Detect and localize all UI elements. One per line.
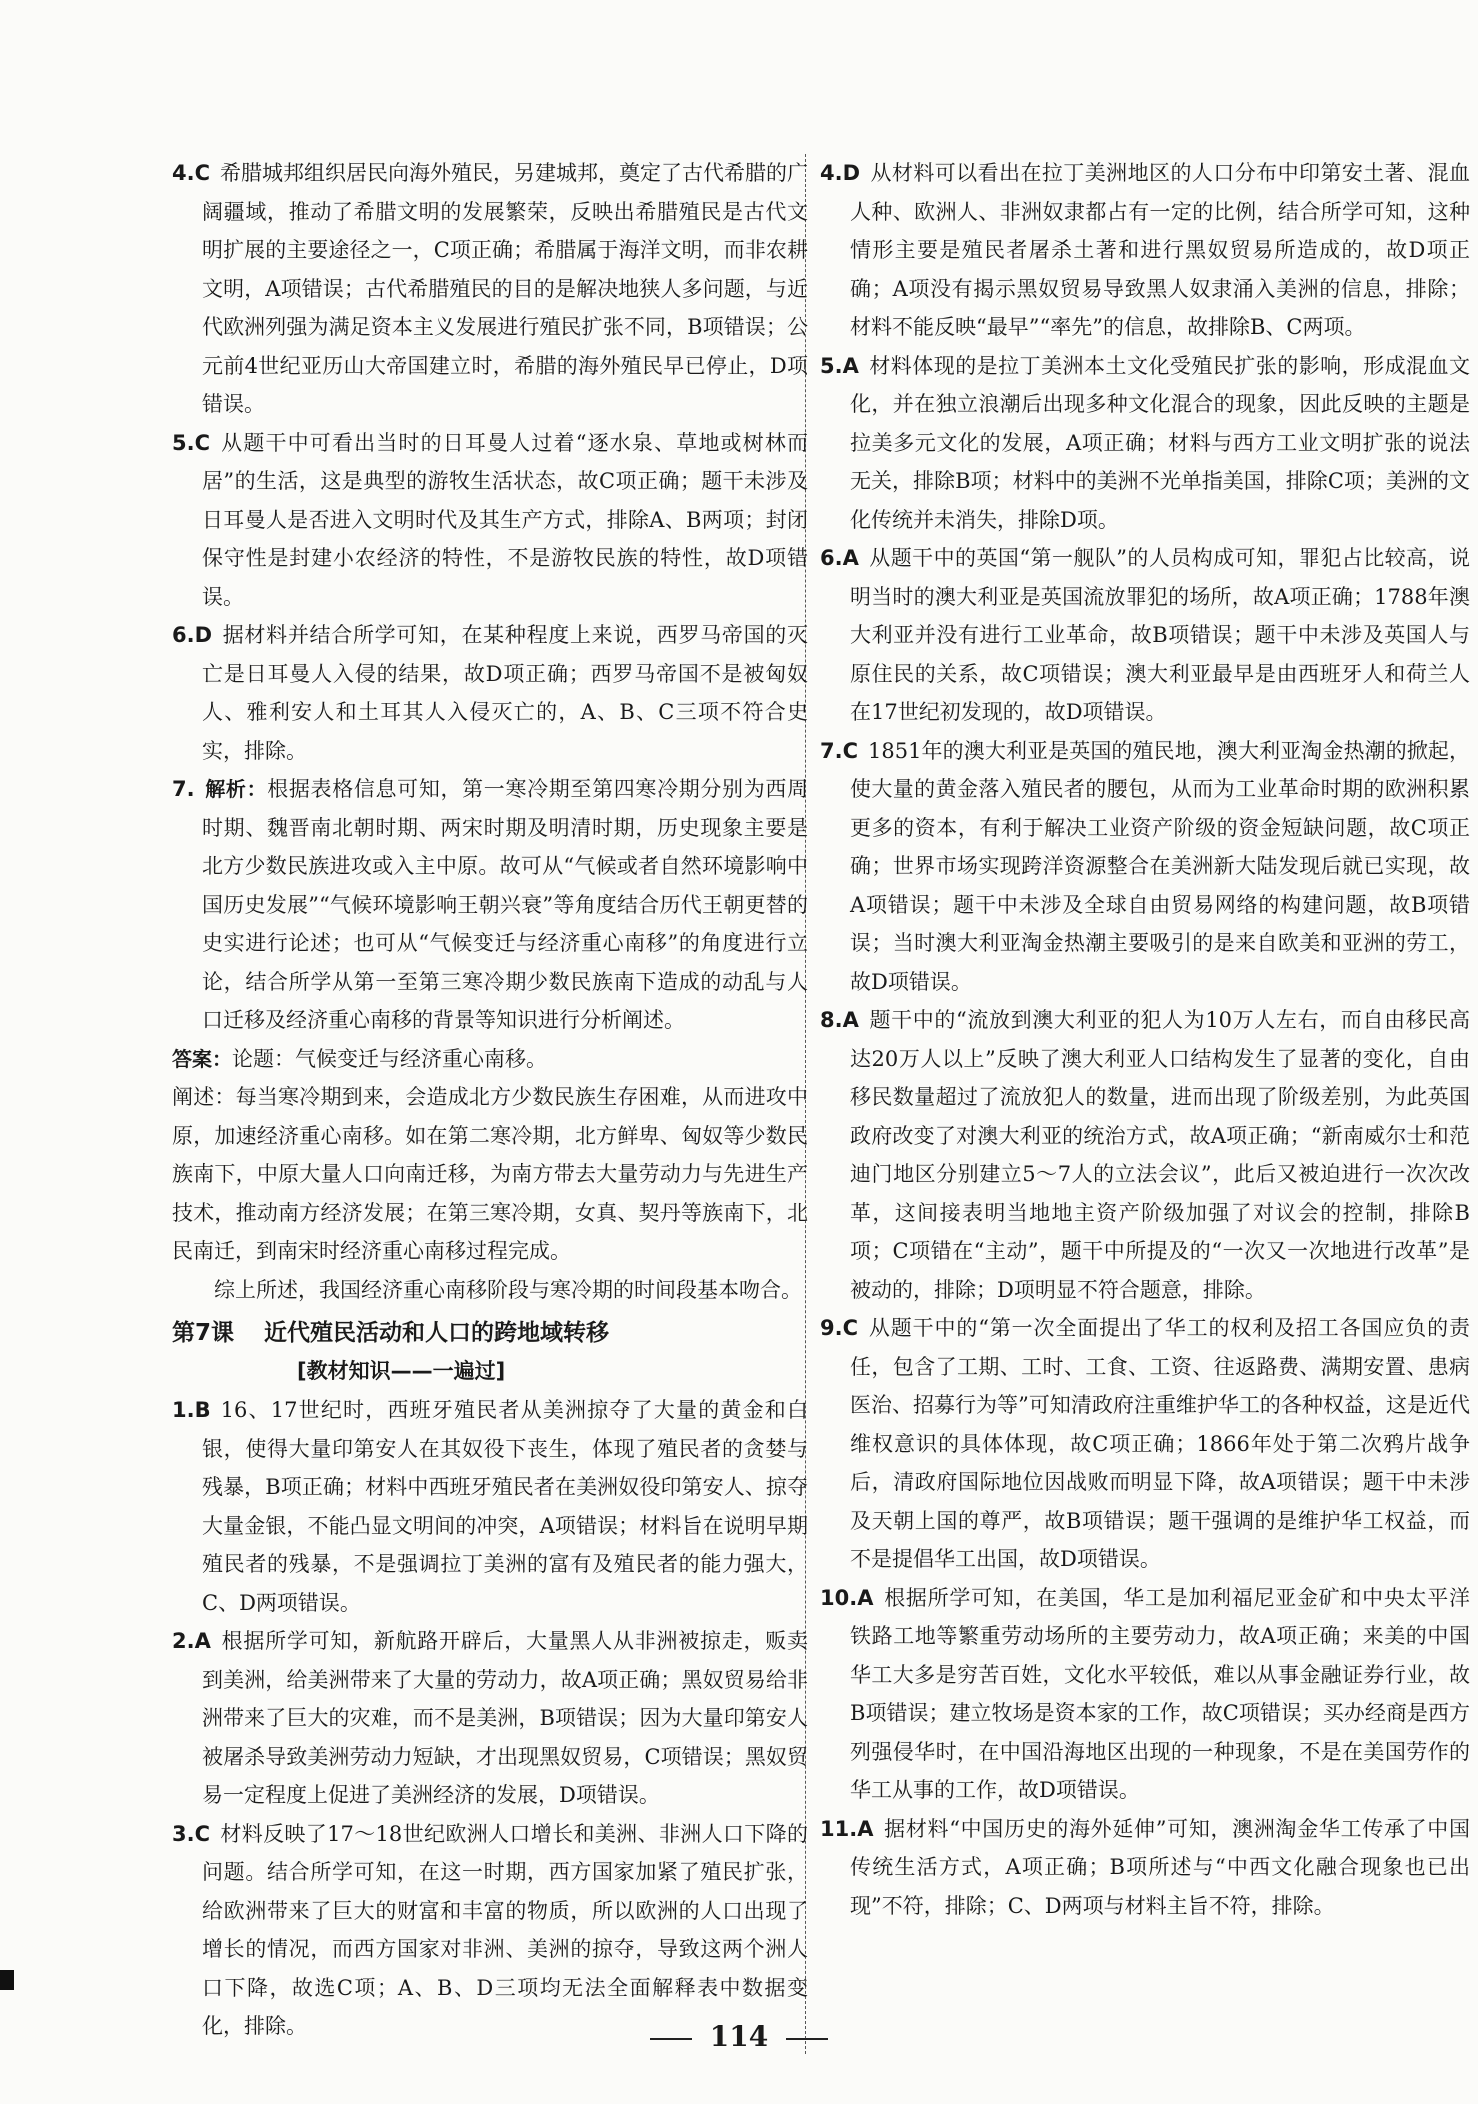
lesson-answer-9: 9.C 从题干中的“第一次全面提出了华工的权利及招工各国应负的责任，包含了工期、工时、工食、工资、往返路费、满期安置、患病医治、招募行为等”可知清政府注重维护华工的各种权益，这是近代维权意识的具体体现，故C项正确；1866年处于第二次鸦片战争后，清政府国际地位因战败而明显下降，故A项错误；题干中未涉及天朝上国的尊严，故B项错误；题干强调的是维护华工权益，而不是提倡华工出国，故D项错误。 — [820, 1316, 1470, 1571]
lesson-title — [172, 1313, 808, 1353]
answer-thesis: 答案：论题：气候变迁与经济重心南移。 — [172, 1046, 547, 1071]
lesson-answer-4: 4.D 从材料可以看出在拉丁美洲地区的人口分布中印第安土著、混血人种、欧洲人、非洲奴隶都占有一定的比例，结合所学可知，这种情形主要是殖民者屠杀土著和进行黑奴贸易所造成的，故D项正确；A项没有揭示黑奴贸易导致黑人奴隶涌入美洲的信息，排除；材料不能反映“最早”“率先”的信息，故排除B、C两项。 — [820, 161, 1470, 339]
lesson-number: 第7课 — [172, 1320, 235, 1346]
answer-item-7: 7. 解析：根据表格信息可知，第一寒冷期至第四寒冷期分别为西周时期、魏晋南北朝时期、两宋时期及明清时期，历史现象主要是北方少数民族进攻或入主中原。故可从“气候或者自然环境影响中国历史发展”“气候环境影响王朝兴衰”等角度结合历代王朝更替的史实进行论述；也可从“气候变迁与经济重心南移”的角度进行立论，结合所学从第一至第三寒冷期少数民族南下造成的动乱与人口迁移及经济重心南移的背景等知识进行分析阐述。 — [172, 777, 809, 1032]
lesson-answer-5: 5.A 材料体现的是拉丁美洲本土文化受殖民扩张的影响，形成混血文化，并在独立浪潮后出现多种文化混合的现象，因此反映的主题是拉美多元文化的发展，A项正确；材料与西方工业文明扩张的说法无关，排除B项；材料中的美洲不光单指美国，排除C项；美洲的文化传统并未消失，排除D项。 — [820, 353, 1470, 532]
lesson-answer-2: 2.A 根据所学可知，新航路开辟后，大量黑人从非洲被掠走，贩卖到美洲，给美洲带来了大量的劳动力，故A项正确；黑奴贸易给非洲带来了巨大的灾难，而不是美洲，B项错误；因为大量印第安人被屠杀导致美洲劳动力短缺，才出现黑奴贸易，C项错误；黑奴贸易一定程度上促进了美洲经济的发展，D项错误。 — [172, 1629, 808, 1807]
answer-item-4: 4.C 希腊城邦组织居民向海外殖民，另建城邦，奠定了古代希腊的广阔疆域，推动了希腊文明的发展繁荣，反映出希腊殖民是古代文明扩展的主要途径之一，C项正确；希腊属于海洋文明，而非农耕文明，A项错误；古代希腊殖民的目的是解决地狭人多问题，与近代欧洲列强为满足资本主义发展进行殖民扩张不同，B项错误；公元前4世纪亚历山大帝国建立时，希腊的海外殖民早已停止，D项错误。 — [172, 161, 809, 416]
lesson-answer-1: 1.B 16、17世纪时，西班牙殖民者从美洲掠夺了大量的黄金和白银，使得大量印第安人在其奴役下丧生，体现了殖民者的贪婪与残暴，B项正确；材料中西班牙殖民者在美洲奴役印第安人、掠夺大量金银，不能凸显文明间的冲突，A项错误；材料旨在说明早期殖民者的残暴，不是强调拉丁美洲的富有及殖民者的能力强大，C、D两项错误。 — [172, 1398, 808, 1615]
answer-body: 阐述：每当寒冷期到来，会造成北方少数民族生存困难，从而进攻中原，加速经济重心南移。如在第二寒冷期，北方鲜卑、匈奴等少数民族南下，中原大量人口向南迁移，为南方带去大量劳动力与先进生产技术，推动南方经济发展；在第三寒冷期，女真、契丹等族南下，北民南迁，到南宋时经济重心南移过程完成。 — [172, 1085, 808, 1263]
lesson-answer-10: 10.A 根据所学可知，在美国，华工是加利福尼亚金矿和中央太平洋铁路工地等繁重劳动场所的主要劳动力，故A项正确；来美的中国华工大多是穷苦百姓，文化水平较低，难以从事金融证券行业，故B项错误；建立牧场是资本家的工作，故C项错误；买办经商是西方列强侵华时，在中国沿海地区出现的一种现象，不是在美国劳作的华工从事的工作，故D项错误。 — [820, 1585, 1470, 1802]
lesson-answer-6: 6.A 从题干中的英国“第一舰队”的人员构成可知，罪犯占比较高，说明当时的澳大利亚是英国流放罪犯的场所，故A项正确；1788年澳大利亚并没有进行工业革命，故B项错误；题干中未涉及英国人与原住民的关系，故C项错误；澳大利亚最早是由西班牙人和荷兰人在17世纪初发现的，故D项错误。 — [820, 546, 1470, 724]
left-column — [172, 154, 808, 2046]
page-number: 114 — [0, 2020, 1478, 2053]
lesson-name: 近代殖民活动和人口的跨地域转移 — [264, 1320, 610, 1346]
answer-conclusion: 综上所述，我国经济重心南移阶段与寒冷期的时间段基本吻合。 — [214, 1277, 802, 1302]
edge-mark — [0, 1970, 14, 1990]
right-column — [820, 154, 1470, 1925]
lesson-answer-7: 7.C 1851年的澳大利亚是英国的殖民地，澳大利亚淘金热潮的掀起，使大量的黄金落入殖民者的腰包，从而为工业革命时期的欧洲积累更多的资本，有利于解决工业资产阶级的资金短缺问题，故C项正确；世界市场实现跨洋资源整合在美洲新大陆发现后就已实现，故A项错误；题干中未涉及全球自由贸易网络的构建问题，故B项错误；当时澳大利亚淘金热潮主要吸引的是来自欧美和亚洲的劳工，故D项错误。 — [820, 738, 1470, 994]
answer-item-6: 6.D 据材料并结合所学可知，在某种程度上来说，西罗马帝国的灭亡是日耳曼人入侵的结果，故D项正确；西罗马帝国不是被匈奴人、雅利安人和土耳其人入侵灭亡的，A、B、C三项不符合史实，排除。 — [172, 623, 808, 763]
lesson-answer-8: 8.A 题干中的“流放到澳大利亚的犯人为10万人左右，而自由移民高达20万人以上”反映了澳大利亚人口结构发生了显著的变化，自由移民数量超过了流放犯人的数量，进而出现了阶级差别，为此英国政府改变了对澳大利亚的统治方式，故A项正确；“新南威尔士和范迪门地区分别建立5～7人的立法会议”，此后又被迫进行一次次改革，这间接表明当地地主资产阶级加强了对议会的控制，排除B项；C项错在“主动”，题干中所提及的“一次又一次地进行改革”是被动的，排除；D项明显不符合题意，排除。 — [820, 1008, 1470, 1302]
answer-item-5: 5.C 从题干中可看出当时的日耳曼人过着“逐水泉、草地或树林而居”的生活，这是典型的游牧生活状态，故C项正确；题干未涉及日耳曼人是否进入文明时代及其生产方式，排除A、B两项；封闭保守性是封建小农经济的特性，不是游牧民族的特性，故D项错误。 — [172, 430, 808, 609]
section-tag: [教材知识——一遍过] — [297, 1359, 506, 1383]
lesson-answer-11: 11.A 据材料“中国历史的海外延伸”可知，澳洲淘金华工传承了中国传统生活方式，A项正确；B项所述与“中西文化融合现象也已出现”不符，排除；C、D两项与材料主旨不符，排除。 — [820, 1816, 1470, 1918]
lesson-answer-3: 3.C 材料反映了17～18世纪欧洲人口增长和美洲、非洲人口下降的问题。结合所学可知，在这一时期，西方国家加紧了殖民扩张，给欧洲带来了巨大的财富和丰富的物质，所以欧洲的人口出现了增长的情况，而西方国家对非洲、美洲的掠夺，导致这两个洲人口下降，故选C项；A、B、D三项均无法全面解释表中数据变化，排除。 — [172, 1821, 808, 2038]
